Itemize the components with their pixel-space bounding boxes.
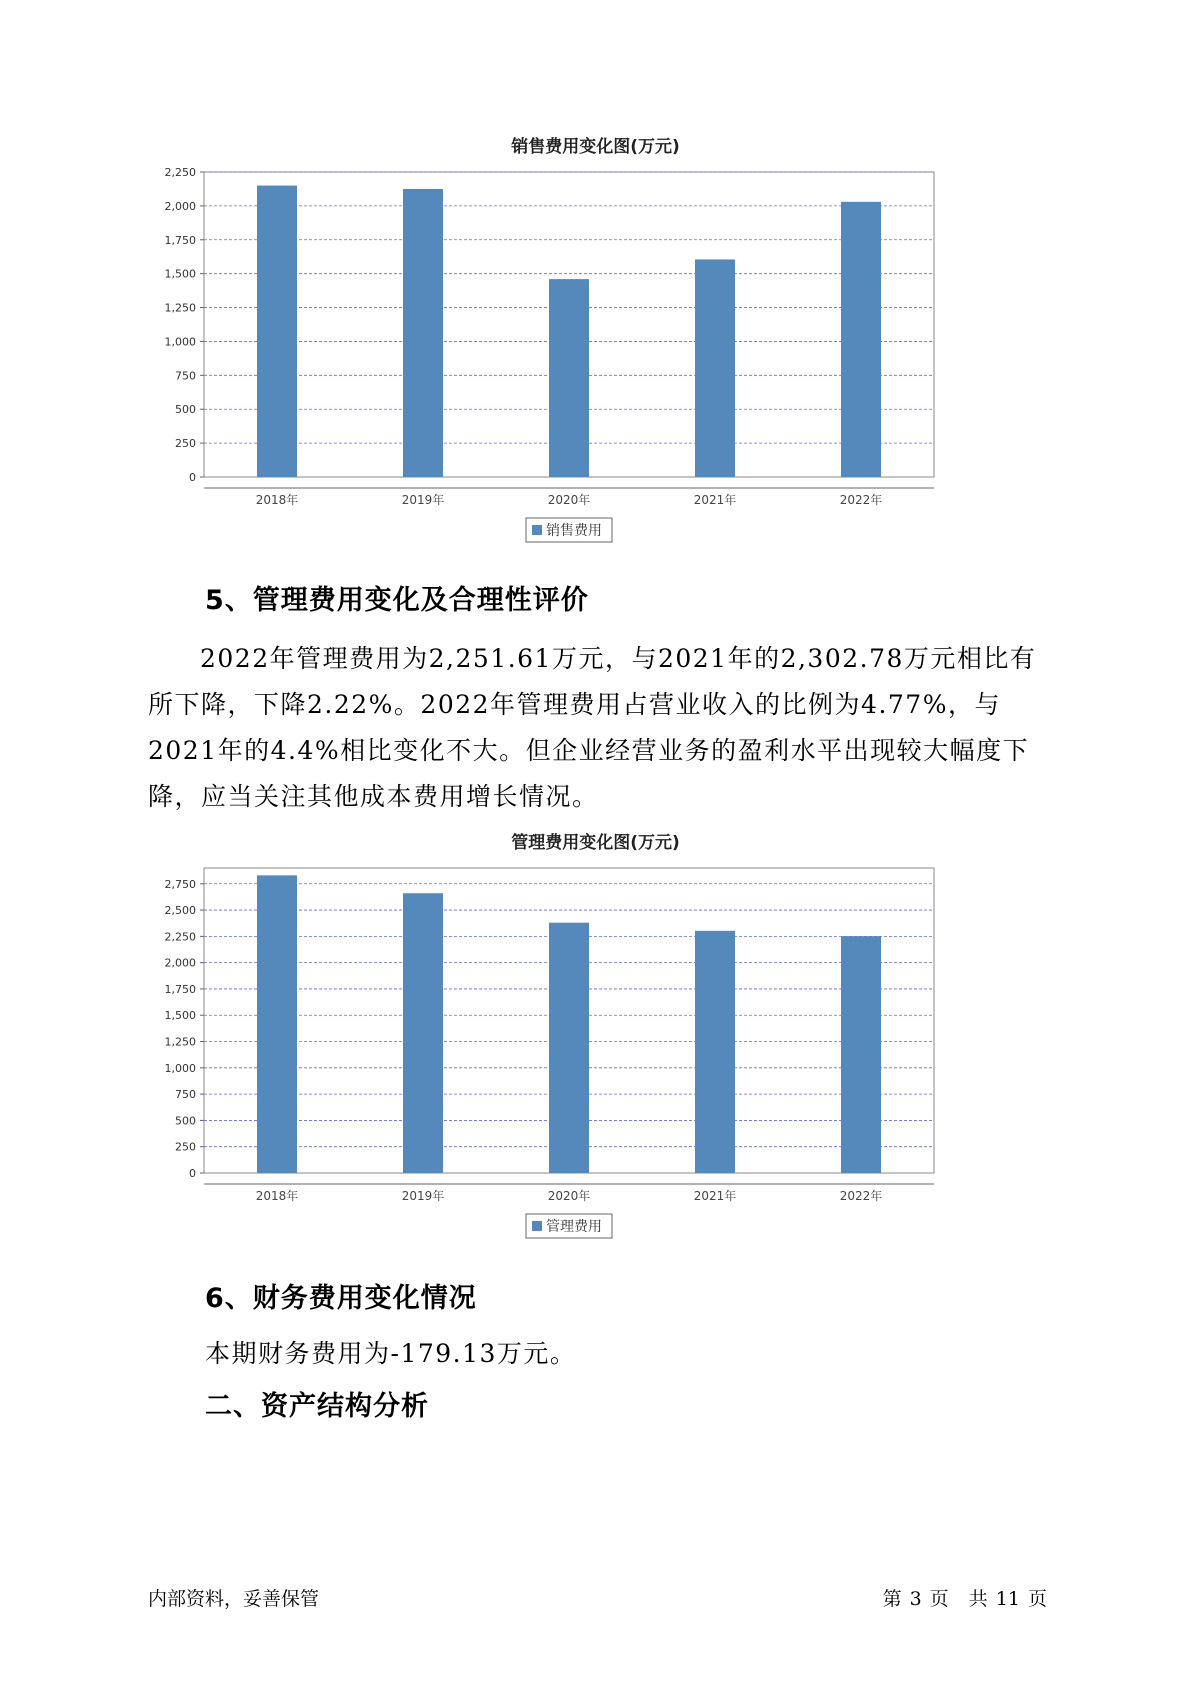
y-tick-label: 1,500 bbox=[164, 267, 196, 281]
x-tick-label: 2020年 bbox=[547, 493, 591, 507]
x-tick-label: 2019年 bbox=[401, 493, 445, 507]
section5-paragraph: 2022年管理费用为2,251.61万元，与2021年的2,302.78万元相比有所下降，下降2.22%。2022年管理费用占营业收入的比例为4.77%，与2021年的4.4%相比变化不大。但企业经营业务的盈利水平出现较大幅度下降，应当关注其他成本费用增长情况。 bbox=[148, 644, 1037, 811]
footer-page-number: 第 3 页 共 11 页 bbox=[882, 1588, 1047, 1610]
admin-chart-title: 管理费用变化图(万元) bbox=[511, 833, 680, 853]
bar bbox=[257, 875, 297, 1173]
y-tick-label: 0 bbox=[189, 471, 196, 484]
y-tick-label: 1,750 bbox=[164, 982, 196, 996]
y-tick-label: 1,750 bbox=[164, 233, 196, 247]
y-tick-label: 1,250 bbox=[164, 1035, 196, 1049]
y-tick-label: 2,000 bbox=[164, 199, 196, 213]
x-tick-label: 2022年 bbox=[839, 1189, 883, 1203]
sales-expense-chart bbox=[140, 160, 1060, 560]
x-tick-label: 2021年 bbox=[693, 1189, 737, 1203]
x-tick-label: 2020年 bbox=[547, 1189, 591, 1203]
legend-swatch bbox=[532, 525, 542, 535]
bar bbox=[841, 202, 881, 477]
y-tick-label: 1,500 bbox=[164, 1009, 196, 1023]
bar bbox=[403, 893, 443, 1173]
legend-label: 销售费用 bbox=[546, 523, 602, 539]
y-tick-label: 2,250 bbox=[164, 930, 196, 944]
bar bbox=[695, 931, 735, 1173]
y-tick-label: 0 bbox=[189, 1167, 196, 1180]
x-tick-label: 2021年 bbox=[693, 493, 737, 507]
legend-label: 管理费用 bbox=[546, 1219, 602, 1235]
x-tick-label: 2018年 bbox=[255, 493, 299, 507]
section5-heading: 5、管理费用变化及合理性评价 bbox=[205, 585, 589, 616]
bar bbox=[841, 936, 881, 1173]
bar bbox=[403, 189, 443, 477]
footer-confidential: 内部资料，妥善保管 bbox=[148, 1588, 320, 1610]
bar bbox=[257, 186, 297, 477]
section6-heading: 6、财务费用变化情况 bbox=[205, 1283, 477, 1314]
y-tick-label: 2,250 bbox=[164, 166, 196, 179]
y-tick-label: 2,750 bbox=[164, 877, 196, 891]
bar bbox=[549, 279, 589, 477]
legend-swatch bbox=[532, 1221, 542, 1231]
y-tick-label: 2,500 bbox=[164, 904, 196, 918]
sales-chart-title: 销售费用变化图(万元) bbox=[511, 137, 680, 157]
bar bbox=[695, 259, 735, 477]
y-tick-label: 1,000 bbox=[164, 335, 196, 349]
section6-text: 本期财务费用为-179.13万元。 bbox=[205, 1339, 577, 1368]
x-tick-label: 2018年 bbox=[255, 1189, 299, 1203]
x-tick-label: 2019年 bbox=[401, 1189, 445, 1203]
section-two-heading: 二、资产结构分析 bbox=[205, 1391, 429, 1422]
y-tick-label: 1,000 bbox=[164, 1061, 196, 1075]
bar bbox=[549, 923, 589, 1173]
y-tick-label: 1,250 bbox=[164, 301, 196, 315]
y-tick-label: 750 bbox=[175, 369, 196, 383]
y-tick-label: 250 bbox=[175, 437, 196, 451]
y-tick-label: 500 bbox=[175, 403, 196, 417]
y-tick-label: 2,000 bbox=[164, 956, 196, 970]
admin-expense-chart bbox=[140, 856, 1060, 1256]
x-tick-label: 2022年 bbox=[839, 493, 883, 507]
y-tick-label: 750 bbox=[175, 1088, 196, 1102]
y-tick-label: 250 bbox=[175, 1140, 196, 1154]
y-tick-label: 500 bbox=[175, 1114, 196, 1128]
